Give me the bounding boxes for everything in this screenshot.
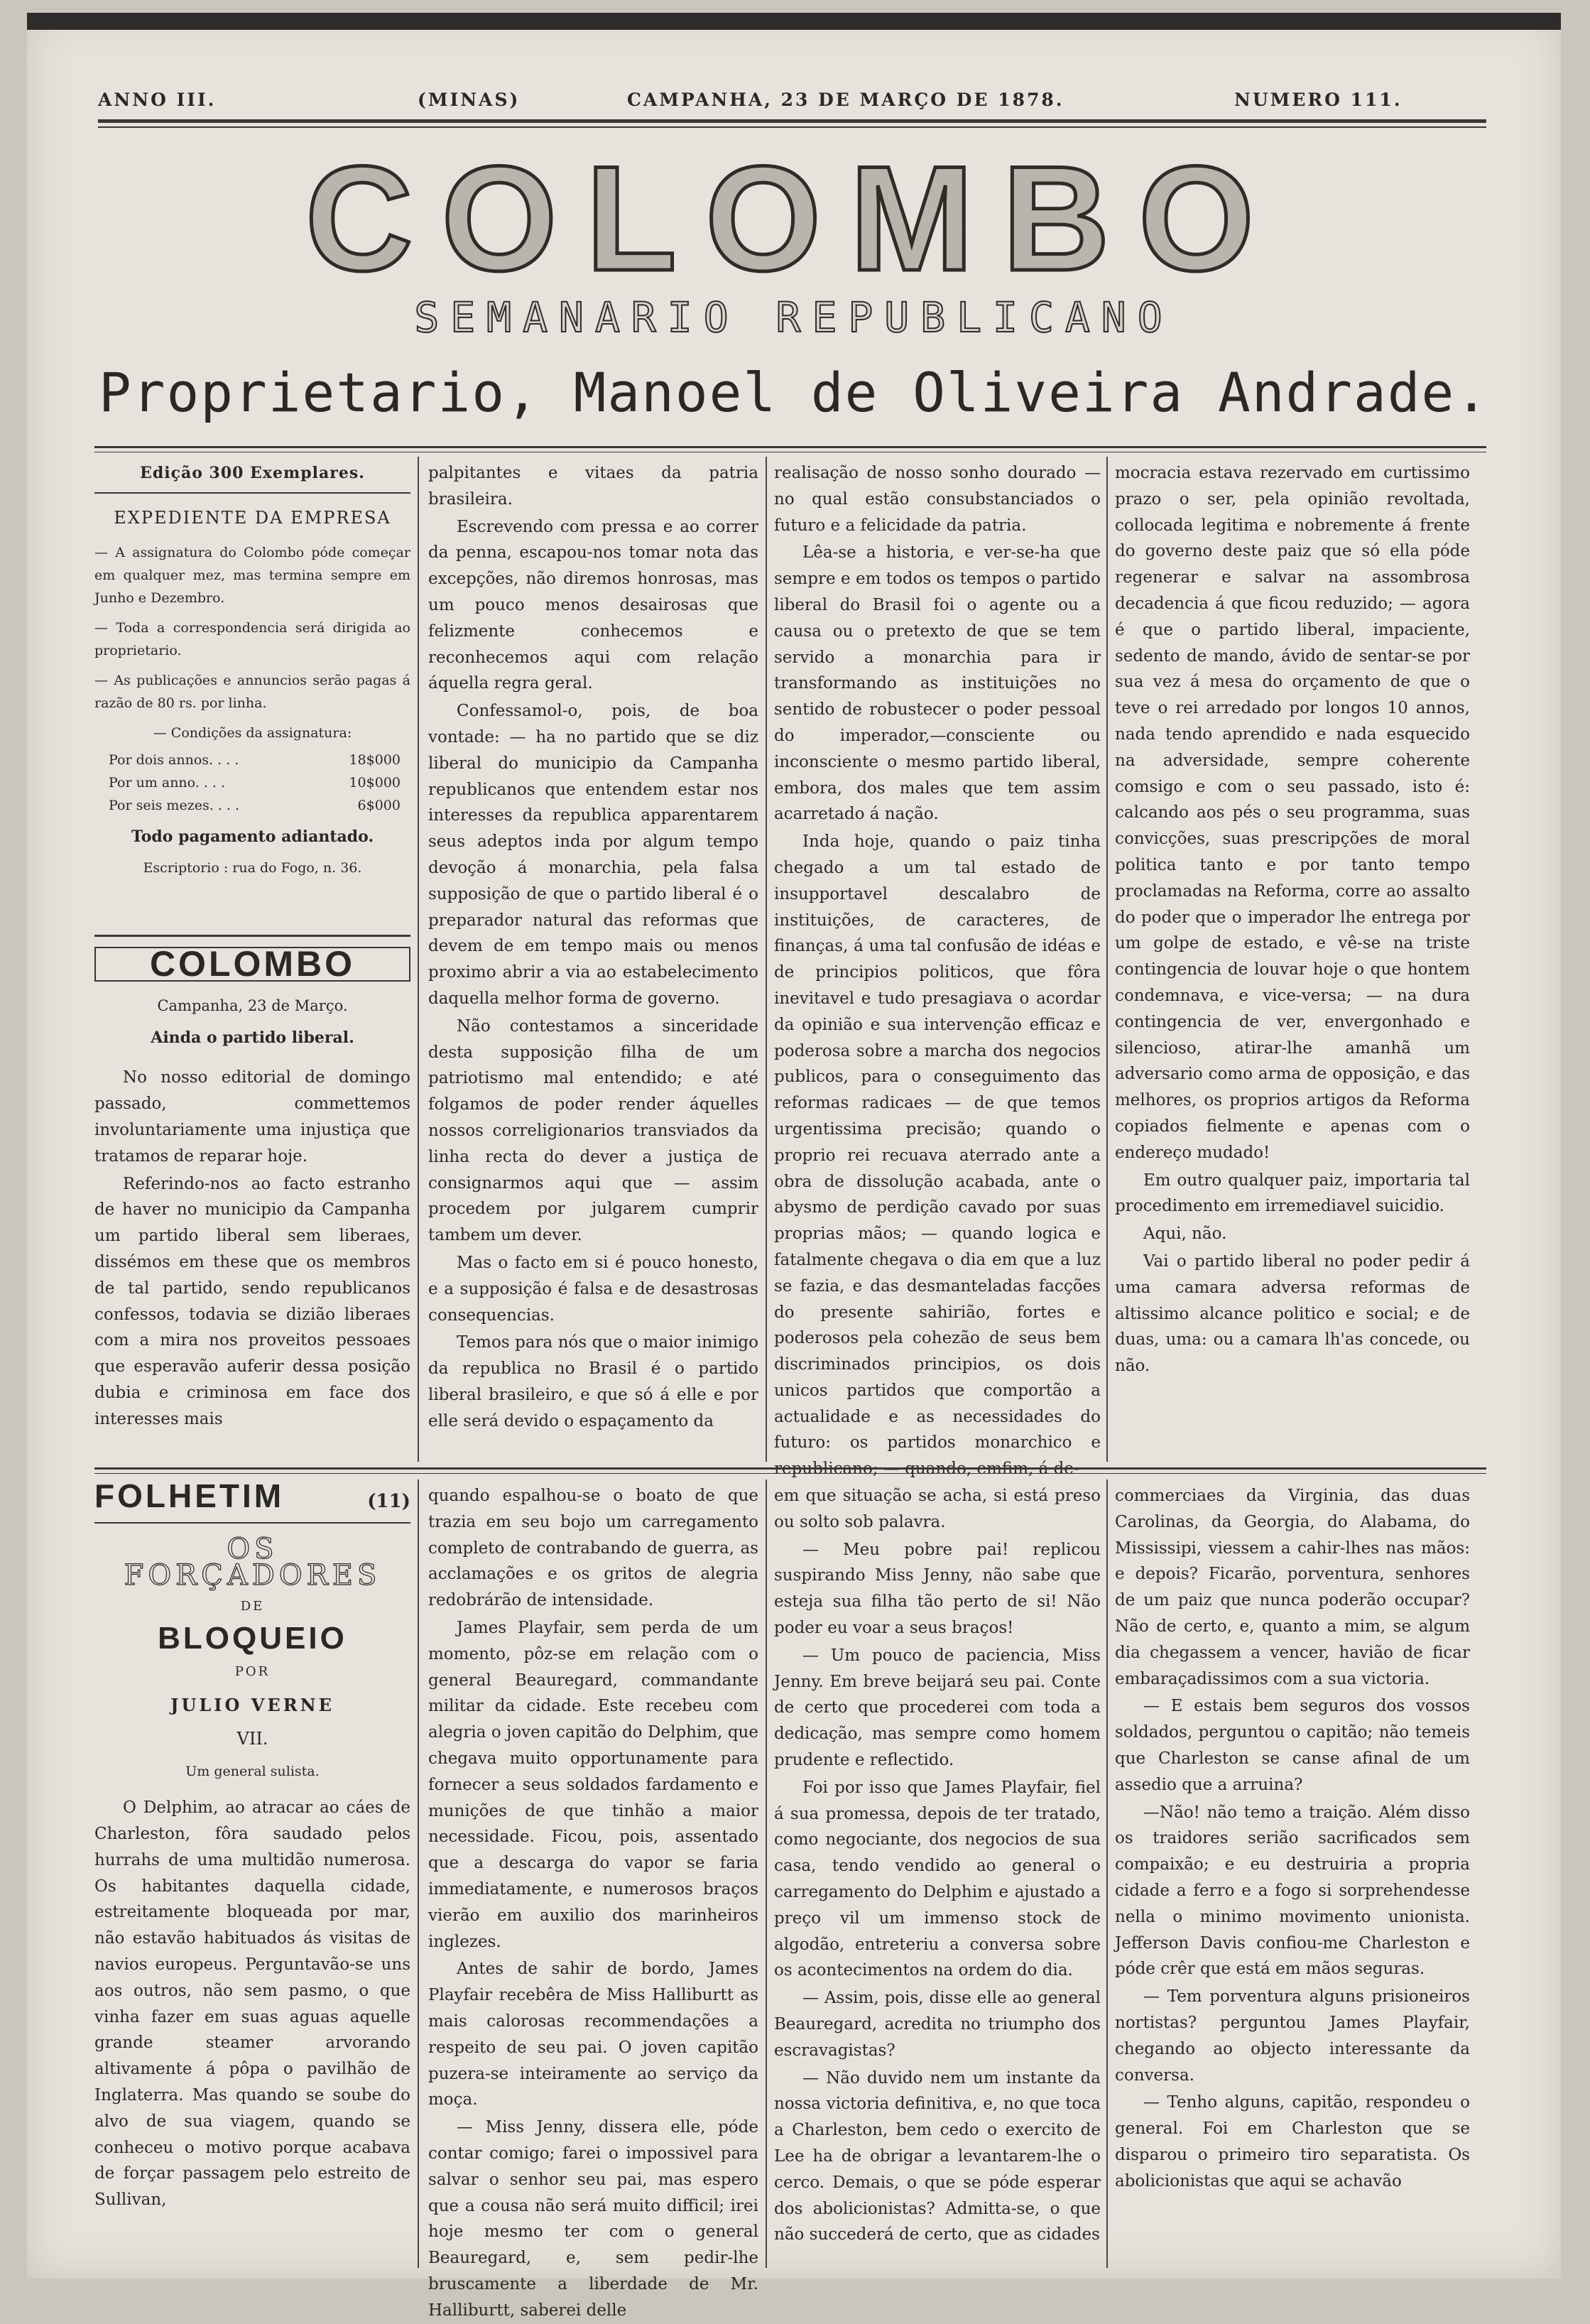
province: (MINAS) [418,89,521,110]
folhetim-number: (11) [367,1491,410,1512]
column-rule [766,1479,767,2268]
editorial-title: Ainda o partido liberal. [151,1028,354,1047]
column-rule [418,457,419,1462]
editorial-heading: COLOMBO [94,947,410,982]
newspaper-page [27,13,1561,2320]
price-label: Por um anno. . . . [109,774,226,791]
payment-note: Todo pagamento adiantado. [131,827,374,846]
paragraph: Escrevendo com pressa e ao correr da penna, escapou-nos tomar nota das excepções, não diremos honrosas, mas um pouco menos desairosas que felizmente conhecemos e reconhecemos aqui com relação áquella regra geral. [428,517,758,693]
masthead-rule [94,446,1486,448]
folhetim-column-1 [94,1477,410,2268]
chapter-subtitle: Um general sulista. [185,1764,320,1780]
paragraph: — Assim, pois, disse elle ao general Beauregard, acredita no triumpho dos escravagistas? [774,1989,1101,2060]
divider [94,1522,410,1524]
paragraph: O Delphim, ao atracar ao cáes de Charleston, fôra saudado pelos hurrahs de uma multidão numerosa. Os habitantes daquella cidade, estreitamente bloqueada por mar, não estavão habituados ás visitas de navios europeus. Perguntavão-se uns aos outros, não sem pasmo, o que vinha fazer em suas aguas aquelle grande steamer arvorando altivamente á pôpa o pavilhão de Inglaterra. Mas quando se soube do alvo de sua viagem, quando se conheceu o motivo porque acabava de forçar passagem pelo estreito de Sullivan, [94,1798,410,2210]
paragraph: — Um pouco de paciencia, Miss Jenny. Em breve beijará seu pai. Conte de certo que procederei com toda a dedicação, mas sempre como homem prudente e reflectido. [774,1646,1101,1769]
price-label: Por seis mezes. . . . [109,797,239,813]
paragraph: quando espalhou-se o boato de que trazia em seu bojo um carregamento completo de contrabando de guerra, as acclamações e os gritos de alegria redobrárão de intensidade. [428,1487,758,1610]
expediente-condicoes: — Condições da assignatura: [153,724,352,741]
paragraph: Aqui, não. [1143,1225,1227,1244]
paragraph: — E estais bem seguros dos vossos soldados, perguntou o capitão; não temeis que Charleston se canse afinal de um assedio que a arruina? [1115,1697,1470,1794]
editorial-column-2 [428,460,758,1462]
paragraph: No nosso editorial de domingo passado, commettemos involuntariamente uma injustiça que tratamos de reparar hoje. [94,1068,410,1166]
expediente-box [94,460,410,929]
column-rule [418,1479,419,2268]
paragraph: em que situação se acha, si está preso ou solto sob palavra. [774,1487,1101,1531]
paragraph: Vai o partido liberal no poder pedir á uma camara adversa reformas de altissimo alcance politico e social; e de duas, uma: ou a camara lh'as concede, ou não. [1115,1251,1470,1376]
folhetim-column-2 [428,1483,758,2320]
paragraph: Lêa-se a historia, e ver-se-ha que sempre e em todos os tempos o partido liberal do Brasil foi o agente ou a causa ou o pretexto de que se tem servido a monarchia para ir transformando as instituições no sentido de robustecer o poder pessoal do imperador,—consciente ou inconsciente o mesmo partido liberal, embora, dos males que tem assim acarretado á nação. [774,543,1101,824]
paragraph: realisação de nosso sonho dourado — no qual estão consubstanciados o futuro e a felicidade da patria. [774,464,1101,535]
masthead-subtitle: SEMANARIO REPUBLICANO [414,293,1174,342]
paragraph: commerciaes da Virginia, das duas Carolinas, da Georgia, do Alabama, do Mississipi, viessem a cahir-lhes nas mãos: e depois? Ficarão, porventura, senhores de um paiz que nunca poderão occupar? Não de certo, e, quanto a mim, se algum dia chegassem a vencer, havião de ficar embaraçadissimos com a sua victoria. [1115,1487,1470,1688]
divider [94,492,410,494]
header-line [98,89,1486,115]
expediente-publicacoes: — As publicações e annuncios serão pagas á razão de 80 rs. por linha. [94,672,410,711]
paragraph: Inda hoje, quando o paiz tinha chegado a um tal estado de insupportavel descalabro de instituições, de caracteres, de finanças, á uma tal confusão de idéas e de principios politicos, que fôra inevitavel e tudo presagiava o acordar da opinião e sua intervenção efficaz e poderosa sobre a marcha dos negocios publicos, para o conseguimento das reformas radicaes — de que temos urgentissima precisão; quando o proprio rei recuava aterrado ante a obra de dissolução acabada, ante o abysmo de perdição cavado por suas proprias mãos; — quando logica e fatalmente chegava o dia em que a luz se fazia, e das desmanteladas facções do presente sahirião, fortes e poderosos pela cohezão de seus bem discriminados principios, os dois unicos partidos que comportão a actualidade e as necessidades do futuro: os partidos monarchico e [774,832,1101,1452]
expediente-assignatura: — A assignatura do Colombo póde começar em qualquer mez, mas termina sempre em Junho e Dezembro. [94,544,410,606]
expediente-heading: EXPEDIENTE DA EMPRESA [114,507,391,528]
office-address: Escriptorio : rua do Fogo, n. 36. [143,860,362,876]
edition-count: Edição 300 Exemplares. [140,464,365,482]
paragraph: Confessamol-o, pois, de boa vontade: — ha no partido que se diz liberal do municipio da Campanha republicanos que entendem estar nos interesses da republica apparentarem seus adeptos inda por algum tempo devoção á monarchia, pela falsa supposição de que o partido liberal é o preparador natural das reformas que devem de em tempo mais ou menos proximo abrir a via ao estabelecimento daquella melhor forma de governo. [428,702,758,1008]
novel-de: DE [240,1599,265,1614]
page-top-edge [27,13,1561,30]
paragraph: Em outro qualquer paiz, importaria tal procedimento em irremediavel suicidio. [1115,1171,1470,1216]
novel-title-2: BLOQUEIO [158,1621,347,1656]
price-label: Por dois annos. . . . [109,751,239,768]
paragraph: Mas o facto em si é pouco honesto, e a supposição é falsa e de desastrosas consequencias. [428,1253,758,1325]
folhetim-rule [94,1467,1486,1470]
expediente-correspondencia: — Toda a correspondencia será dirigida ao proprietario. [94,619,410,658]
paragraph: — Não duvido nem um instante da nossa victoria definitiva, e, no que toca a Charleston, bem cedo o exercito de Lee ha de obrigar a levantarem-lhe o cerco. Demais, o que se póde esperar dos abolicionistas? Admitta-se, o que não succederá de certo, que as cidades [774,2068,1101,2244]
price-row [94,749,410,771]
paragraph: — Tenho alguns, capitão, respondeu o general. Foi em Charleston que se disparou o primeiro tiro separatista. Os abolicionistas que aqui se achavão [1115,2093,1470,2190]
header-rule [98,119,1486,123]
folhetim-column-4 [1115,1483,1470,2268]
price-value: 10$000 [349,774,401,791]
price-value: 18$000 [349,751,401,768]
editorial-column-4 [1115,460,1470,1462]
folhetim-heading: FOLHETIM [94,1477,285,1514]
chapter-number: VII. [236,1728,268,1749]
column-rule [1106,1479,1108,2268]
novel-por: POR [234,1663,271,1679]
paragraph: Não contestamos a sinceridade desta supposição filha de um patriotismo mal entendido; e até folgamos de poder render áquelles nossos correligionarios transviados da linha recta do dever a justiça de consignarmos aqui que — assim procedem por julgarem cumprir tambem um dever. [428,1016,758,1245]
paragraph: Foi por isso que James Playfair, fiel á sua promessa, depois de ter tratado, como negociante, dos negocios de sua casa, tendo vendido ao general o carregamento do Delphim e ajustado a preço vil um immenso stock de algodão, entreteriu a conversa sobre os acontecimentos na ordem do dia. [774,1778,1101,1980]
paragraph: — Miss Jenny, dissera elle, póde contar comigo; farei o impossivel para salvar o senhor seu pai, mas espero que a cousa não será muito difficil; irei hoje mesmo ter com o general Beauregard, e, sem pedir-lhe bruscamente a liberdade de Mr. Halliburtt, saberei delle [428,2118,758,2320]
masthead-title: COLOMBO [305,135,1283,302]
price-row [94,771,410,794]
issue-year: ANNO III. [98,89,217,110]
paragraph: — Meu pobre pai! replicou suspirando Miss Jenny, não sabe que esteja sua filha tão perto de si! Não poder eu voar a seus braços! [774,1540,1101,1637]
section-rule [94,935,410,937]
price-row [94,794,410,817]
folhetim-rule-thin [94,1473,1486,1474]
editorial-column-1 [94,944,410,1462]
dateline: CAMPANHA, 23 DE MARÇO DE 1878. [627,89,1064,110]
column-rule [1106,457,1108,1462]
proprietor-line: Proprietario, Manoel de Oliveira Andrade. [99,361,1489,424]
paragraph: palpitantes e vitaes da patria brasileira. [428,464,758,509]
paragraph: James Playfair, sem perda de um momento, pôz-se em relação com o general Beauregard, commandante militar da cidade. Este recebeu com alegria o joven capitão do Delphim, que chegava muito opportunamente para fornecer a seus soldados fardamento e munições de que tinhão a maior necessidade. Ficou, pois, assentado que a descarga do vapor se faria immediatamente, e numerosos braços vierão em auxilio dos marinheiros inglezes. [428,1618,758,1951]
paragraph: mocracia estava rezervado em curtissimo prazo o ser, pela opinião revoltada, collocada legitima e nobremente á frente do governo deste paiz que só ella póde regenerar e salvar na assombrosa decadencia á que ficou reduzido; — agora é que o partido liberal, impaciente, sedento de mando, ávido de sentar-se por sua vez á mesa do orçamento de que o teve o rei arredado por longos 10 annos, nada tendo aprendido e nada esquecido na adversidade, sempre coherente comsigo e com o seu passado, isto é: calcando aos pés o seu programma, suas convicções, suas prescripções de moral politica tanto e por tanto tempo proclamadas na Reforma, corre ao assalto do poder que o imperador lhe entrega por um golpe de estado, e vê-se na triste contingencia de louvar hoje o que hontem condemnava, e vice-versa; — na dura contingencia de ver, envergonhado e silencioso, atirar-lhe amanhã um adversario como arma de opposição, e das melhores, os proprios artigos da Reforma copiados fielmente e apenas com o endereço mudado! [1115,464,1470,1162]
editorial-dateline: Campanha, 23 de Março. [157,997,348,1014]
paragraph: Antes de sahir de bordo, James Playfair recebêra de Miss Halliburtt as mais calorosas recommendações a respeito de seu pai. O joven capitão puzera-se inteiramente ao serviço da moça. [428,1960,758,2109]
issue-number: NUMERO 111. [1234,89,1403,110]
header-rule-thin [98,126,1486,128]
price-value: 6$000 [357,797,401,813]
editorial-column-3 [774,460,1101,1462]
paragraph: —Não! não temo a traição. Além disso os traidores serião sacrificados sem compaixão; e eu destruiria a propria cidade a ferro e a fogo si sorprehendesse nella o minimo movimento unionista. Jefferson Davis confiou-me Charleston e póde crêr que está em mãos seguras. [1115,1803,1470,1979]
folhetim-column-3 [774,1483,1101,2268]
folhetim-header [94,1477,410,1515]
paragraph: Referindo-nos ao facto estranho de haver no municipio da Campanha um partido liberal sem liberaes, dissémos em these que os membros de tal partido, sendo republicanos confessos, todavia se dizião liberaes com a mira nos proveitos pessoaes que esperavão auferir dessa posição dubia e criminosa em face dos interesses mais [94,1174,410,1428]
novel-author: JULIO VERNE [170,1694,334,1715]
novel-title: OS FORÇADORES [124,1532,381,1592]
paragraph: Temos para nós que o maior inimigo da republica no Brasil é o partido liberal brasileiro, e que só á elle e por elle será devido o espaçamento da [428,1333,758,1430]
paragraph: — Tem porventura alguns prisioneiros nortistas? perguntou James Playfair, chegando ao objecto interessante da conversa. [1115,1987,1470,2085]
column-rule [766,457,767,1462]
